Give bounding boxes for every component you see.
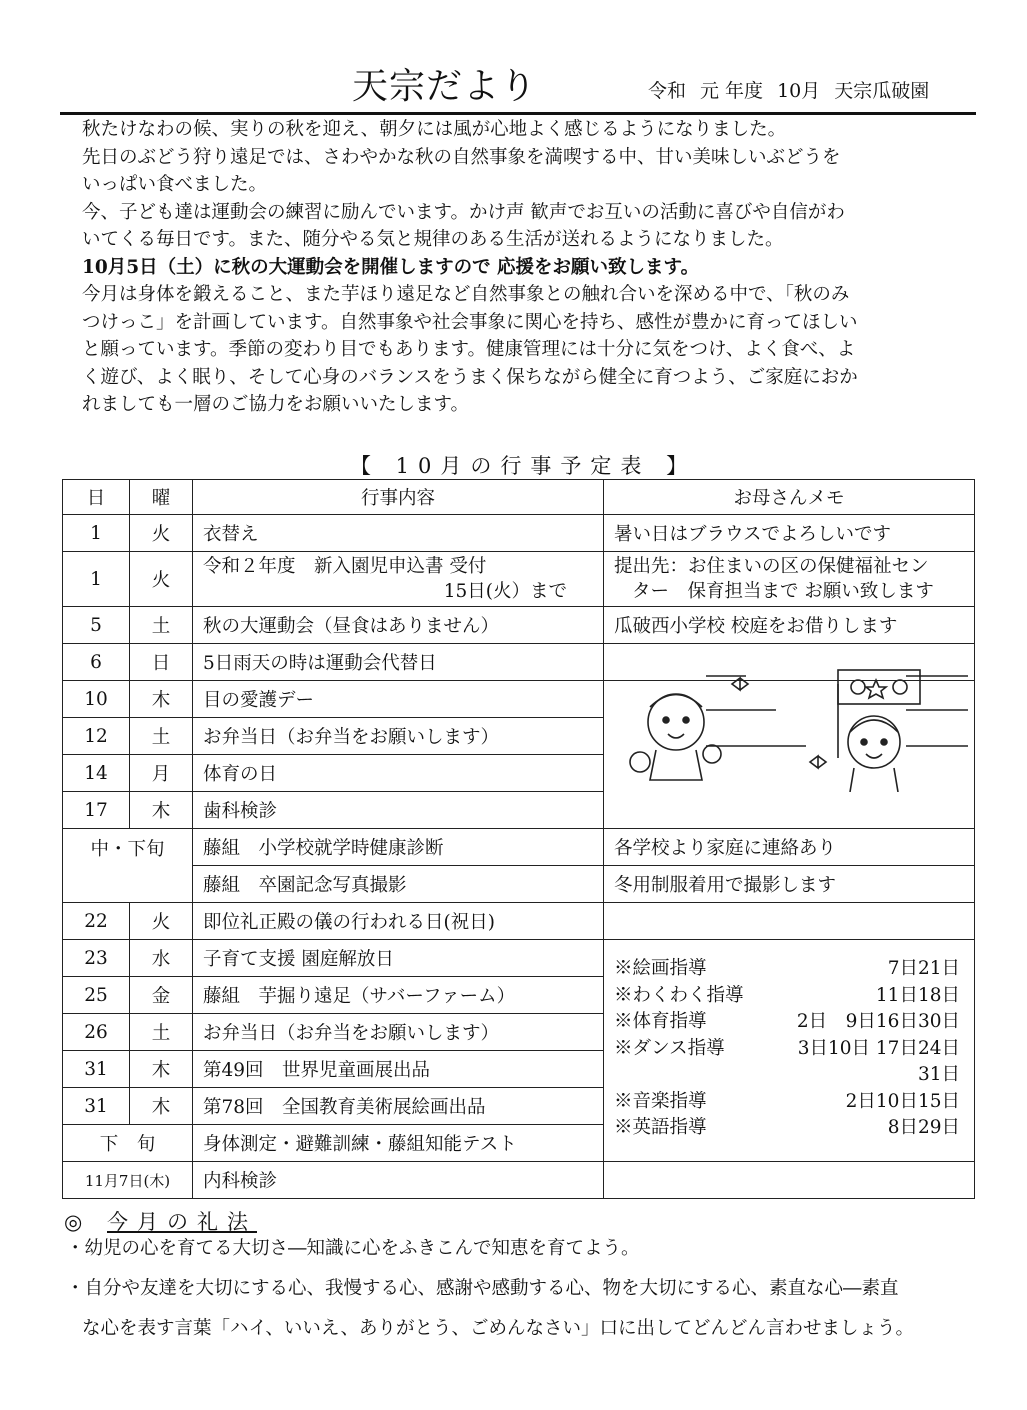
table-row bbox=[63, 515, 975, 552]
event-cell: 藤組 卒園記念写真撮影 bbox=[193, 866, 604, 903]
header-rule bbox=[60, 112, 976, 115]
weekday-cell: 土 bbox=[130, 1014, 193, 1051]
weekday-cell: 水 bbox=[130, 940, 193, 977]
intro-line: 10月5日（土）に秋の大運動会を開催しますので 応援をお願い致します。 bbox=[82, 256, 700, 278]
intro-line: 今月は身体を鍛えること、また芋ほり遠足など自然事象との触れ合いを深める中で、「秋のみ bbox=[82, 284, 850, 305]
date-cell bbox=[63, 829, 193, 903]
lesson-dates: 2日 9日16日30日 bbox=[796, 1011, 960, 1032]
date-cell: 25 bbox=[63, 977, 130, 1014]
date-cell: 31 bbox=[63, 1088, 130, 1125]
col-event-header: 行事内容 bbox=[193, 480, 604, 515]
manners-heading: ◎ 今月の礼法 bbox=[64, 1210, 257, 1234]
weekday-cell: 木 bbox=[130, 792, 193, 829]
intro-line: 秋たけなわの候、実りの秋を迎え、朝夕には風が心地よく感じるようになりました。 bbox=[82, 119, 787, 140]
page-title: 天宗だより bbox=[352, 66, 538, 107]
col-date-header: 日 bbox=[63, 480, 130, 515]
date-cell: 下 旬 bbox=[63, 1125, 193, 1162]
table-row bbox=[63, 1162, 975, 1199]
memo-cell bbox=[604, 903, 975, 940]
lesson-name: ※ダンス指導 bbox=[614, 1037, 725, 1059]
intro-line: いてくる毎日です。また、随分やる気と規律のある生活が送れるようになりました。 bbox=[82, 229, 784, 250]
weekday-cell: 木 bbox=[130, 1051, 193, 1088]
lesson-item bbox=[614, 1036, 974, 1063]
intro-line: 今、子ども達は運動会の練習に励んでいます。かけ声 歓声でお互いの活動に喜びや自信がわ bbox=[82, 201, 845, 223]
event-cell: お弁当日（お弁当をお願いします） bbox=[193, 718, 604, 755]
month: 10月 bbox=[777, 80, 821, 102]
event-cell: 身体測定・避難訓練・藤組知能テスト bbox=[193, 1125, 604, 1162]
manners-line: ・幼児の心を育てる大切さ―知識に心をふきこんで知恵を育てよう。 bbox=[66, 1238, 640, 1259]
table-row bbox=[63, 829, 975, 866]
col-memo-header: お母さんメモ bbox=[604, 480, 975, 515]
date-cell: 14 bbox=[63, 755, 130, 792]
lesson-dates: 7日21日 bbox=[887, 958, 960, 979]
event-cell: 体育の日 bbox=[193, 755, 604, 792]
event-cell: 歯科検診 bbox=[193, 792, 604, 829]
intro-line: と願っています。季節の変わり目でもあります。健康管理には十分に気をつけ、よく食べ、よ bbox=[82, 339, 856, 360]
weekday-cell: 土 bbox=[130, 607, 193, 644]
schedule-title: 【 10月の行事予定表 】 bbox=[350, 454, 697, 478]
date-cell: 12 bbox=[63, 718, 130, 755]
header bbox=[60, 58, 976, 113]
event-text: 令和２年度 新入園児申込書 受付 bbox=[203, 556, 487, 577]
intro-line: つけっこ」を計画しています。自然事象や社会事象に関心を持ち、感性が豊かに育ってほしい bbox=[82, 311, 858, 333]
date-cell: 23 bbox=[63, 940, 130, 977]
date-cell: 1 bbox=[63, 515, 130, 552]
memo-text: 提出先：お住まいの区の保健福祉セン bbox=[614, 556, 929, 577]
weekday-cell: 月 bbox=[130, 755, 193, 792]
table-row bbox=[63, 607, 975, 644]
lesson-item bbox=[614, 1062, 974, 1089]
lesson-item bbox=[614, 1115, 974, 1142]
lesson-item bbox=[614, 956, 974, 983]
intro-text bbox=[82, 116, 982, 419]
schedule-table bbox=[62, 479, 975, 1199]
date-cell: 17 bbox=[63, 792, 130, 829]
lesson-name: ※わくわく指導 bbox=[614, 984, 744, 1006]
intro-line: いっぱい食べました。 bbox=[82, 174, 268, 195]
lesson-dates: 11日18日 bbox=[875, 984, 960, 1006]
lesson-dates: 2日10日15日 bbox=[845, 1090, 960, 1112]
date-cell: 11月7日(木) bbox=[63, 1162, 193, 1199]
date-cell: 10 bbox=[63, 681, 130, 718]
memo-cell: 冬用制服着用で撮影します bbox=[604, 866, 975, 903]
date-cell: 22 bbox=[63, 903, 130, 940]
table-row bbox=[63, 903, 975, 940]
event-cell: 第78回 全国教育美術展絵画出品 bbox=[193, 1088, 604, 1125]
event-cell: お弁当日（お弁当をお願いします） bbox=[193, 1014, 604, 1051]
event-cell: 5日雨天の時は運動会代替日 bbox=[193, 644, 604, 681]
lesson-dates: 3日10日 17日24日 bbox=[797, 1037, 960, 1059]
memo-cell: 暑い日はブラウスでよろしいです bbox=[604, 515, 975, 552]
event-cell: 第49回 世界児童画展出品 bbox=[193, 1051, 604, 1088]
date-cell: 6 bbox=[63, 644, 130, 681]
lesson-dates: 31日 bbox=[917, 1064, 960, 1085]
event-cell: 子育て支援 園庭解放日 bbox=[193, 940, 604, 977]
lesson-item bbox=[614, 983, 974, 1010]
col-weekday-header: 曜 bbox=[130, 480, 193, 515]
weekday-cell: 金 bbox=[130, 977, 193, 1014]
manners-line: な心を表す言葉「ハイ、いいえ、ありがとう、ごめんなさい」口に出してどんどん言わせましょう。 bbox=[82, 1318, 914, 1339]
table-row bbox=[63, 940, 975, 977]
table-row bbox=[63, 552, 975, 607]
lesson-dates: 8日29日 bbox=[887, 1117, 960, 1138]
memo-subtext: ター 保育担当まで お願い致します bbox=[632, 581, 934, 602]
date-cell: 26 bbox=[63, 1014, 130, 1051]
weekday-cell: 木 bbox=[130, 1088, 193, 1125]
event-cell: 藤組 小学校就学時健康診断 bbox=[193, 829, 604, 866]
lesson-item bbox=[614, 1089, 974, 1116]
event-subtext: 15日(火）まで bbox=[443, 581, 567, 602]
weekday-cell: 日 bbox=[130, 644, 193, 681]
intro-line: く遊び、よく眠り、そして心身のバランスをうまく保ちながら健全に育つよう、ご家庭におか bbox=[82, 366, 858, 388]
date-cell: 1 bbox=[63, 552, 130, 607]
manners-text bbox=[66, 1232, 986, 1340]
issue-info bbox=[648, 76, 943, 103]
event-cell: 目の愛護デー bbox=[193, 681, 604, 718]
year-label: 元 年度 bbox=[700, 80, 764, 102]
event-cell: 秋の大運動会（昼食はありません） bbox=[193, 607, 604, 644]
date-text: 中・下旬 bbox=[90, 839, 165, 860]
event-cell bbox=[193, 552, 604, 607]
lesson-name: ※絵画指導 bbox=[614, 958, 707, 979]
era: 令和 bbox=[648, 80, 687, 102]
event-cell: 内科検診 bbox=[193, 1162, 604, 1199]
manners-title: 今月の礼法 bbox=[107, 1210, 257, 1234]
event-cell: 即位礼正殿の儀の行われる日(祝日) bbox=[193, 903, 604, 940]
table-header-row bbox=[63, 480, 975, 515]
event-cell: 藤組 芋掘り遠足（サバーファーム） bbox=[193, 977, 604, 1014]
date-cell: 31 bbox=[63, 1051, 130, 1088]
weekday-cell: 土 bbox=[130, 718, 193, 755]
children-illustration bbox=[606, 662, 968, 792]
event-cell: 衣替え bbox=[193, 515, 604, 552]
lesson-name: ※英語指導 bbox=[614, 1117, 707, 1138]
memo-cell bbox=[604, 1162, 975, 1199]
lesson-name: ※音楽指導 bbox=[614, 1090, 707, 1112]
intro-line: 先日のぶどう狩り遠足では、さわやかな秋の自然事象を満喫する中、甘い美味しいぶどうを bbox=[82, 146, 841, 168]
table-row bbox=[63, 866, 975, 903]
lesson-name: ※体育指導 bbox=[614, 1011, 707, 1032]
lesson-schedule bbox=[604, 940, 975, 1162]
weekday-cell: 木 bbox=[130, 681, 193, 718]
weekday-cell: 火 bbox=[130, 903, 193, 940]
weekday-cell: 火 bbox=[130, 552, 193, 607]
memo-cell: 各学校より家庭に連絡あり bbox=[604, 829, 975, 866]
intro-line: れましても一層のご協力をお願いいたします。 bbox=[82, 394, 470, 415]
weekday-cell: 火 bbox=[130, 515, 193, 552]
memo-cell bbox=[604, 552, 975, 607]
manners-line: ・自分や友達を大切にする心、我慢する心、感謝や感動する心、物を大切にする心、素直な心―素直 bbox=[66, 1278, 899, 1299]
school-name: 天宗瓜破園 bbox=[834, 80, 930, 102]
memo-cell: 瓜破西小学校 校庭をお借りします bbox=[604, 607, 975, 644]
lesson-item bbox=[614, 1009, 974, 1036]
date-cell: 5 bbox=[63, 607, 130, 644]
